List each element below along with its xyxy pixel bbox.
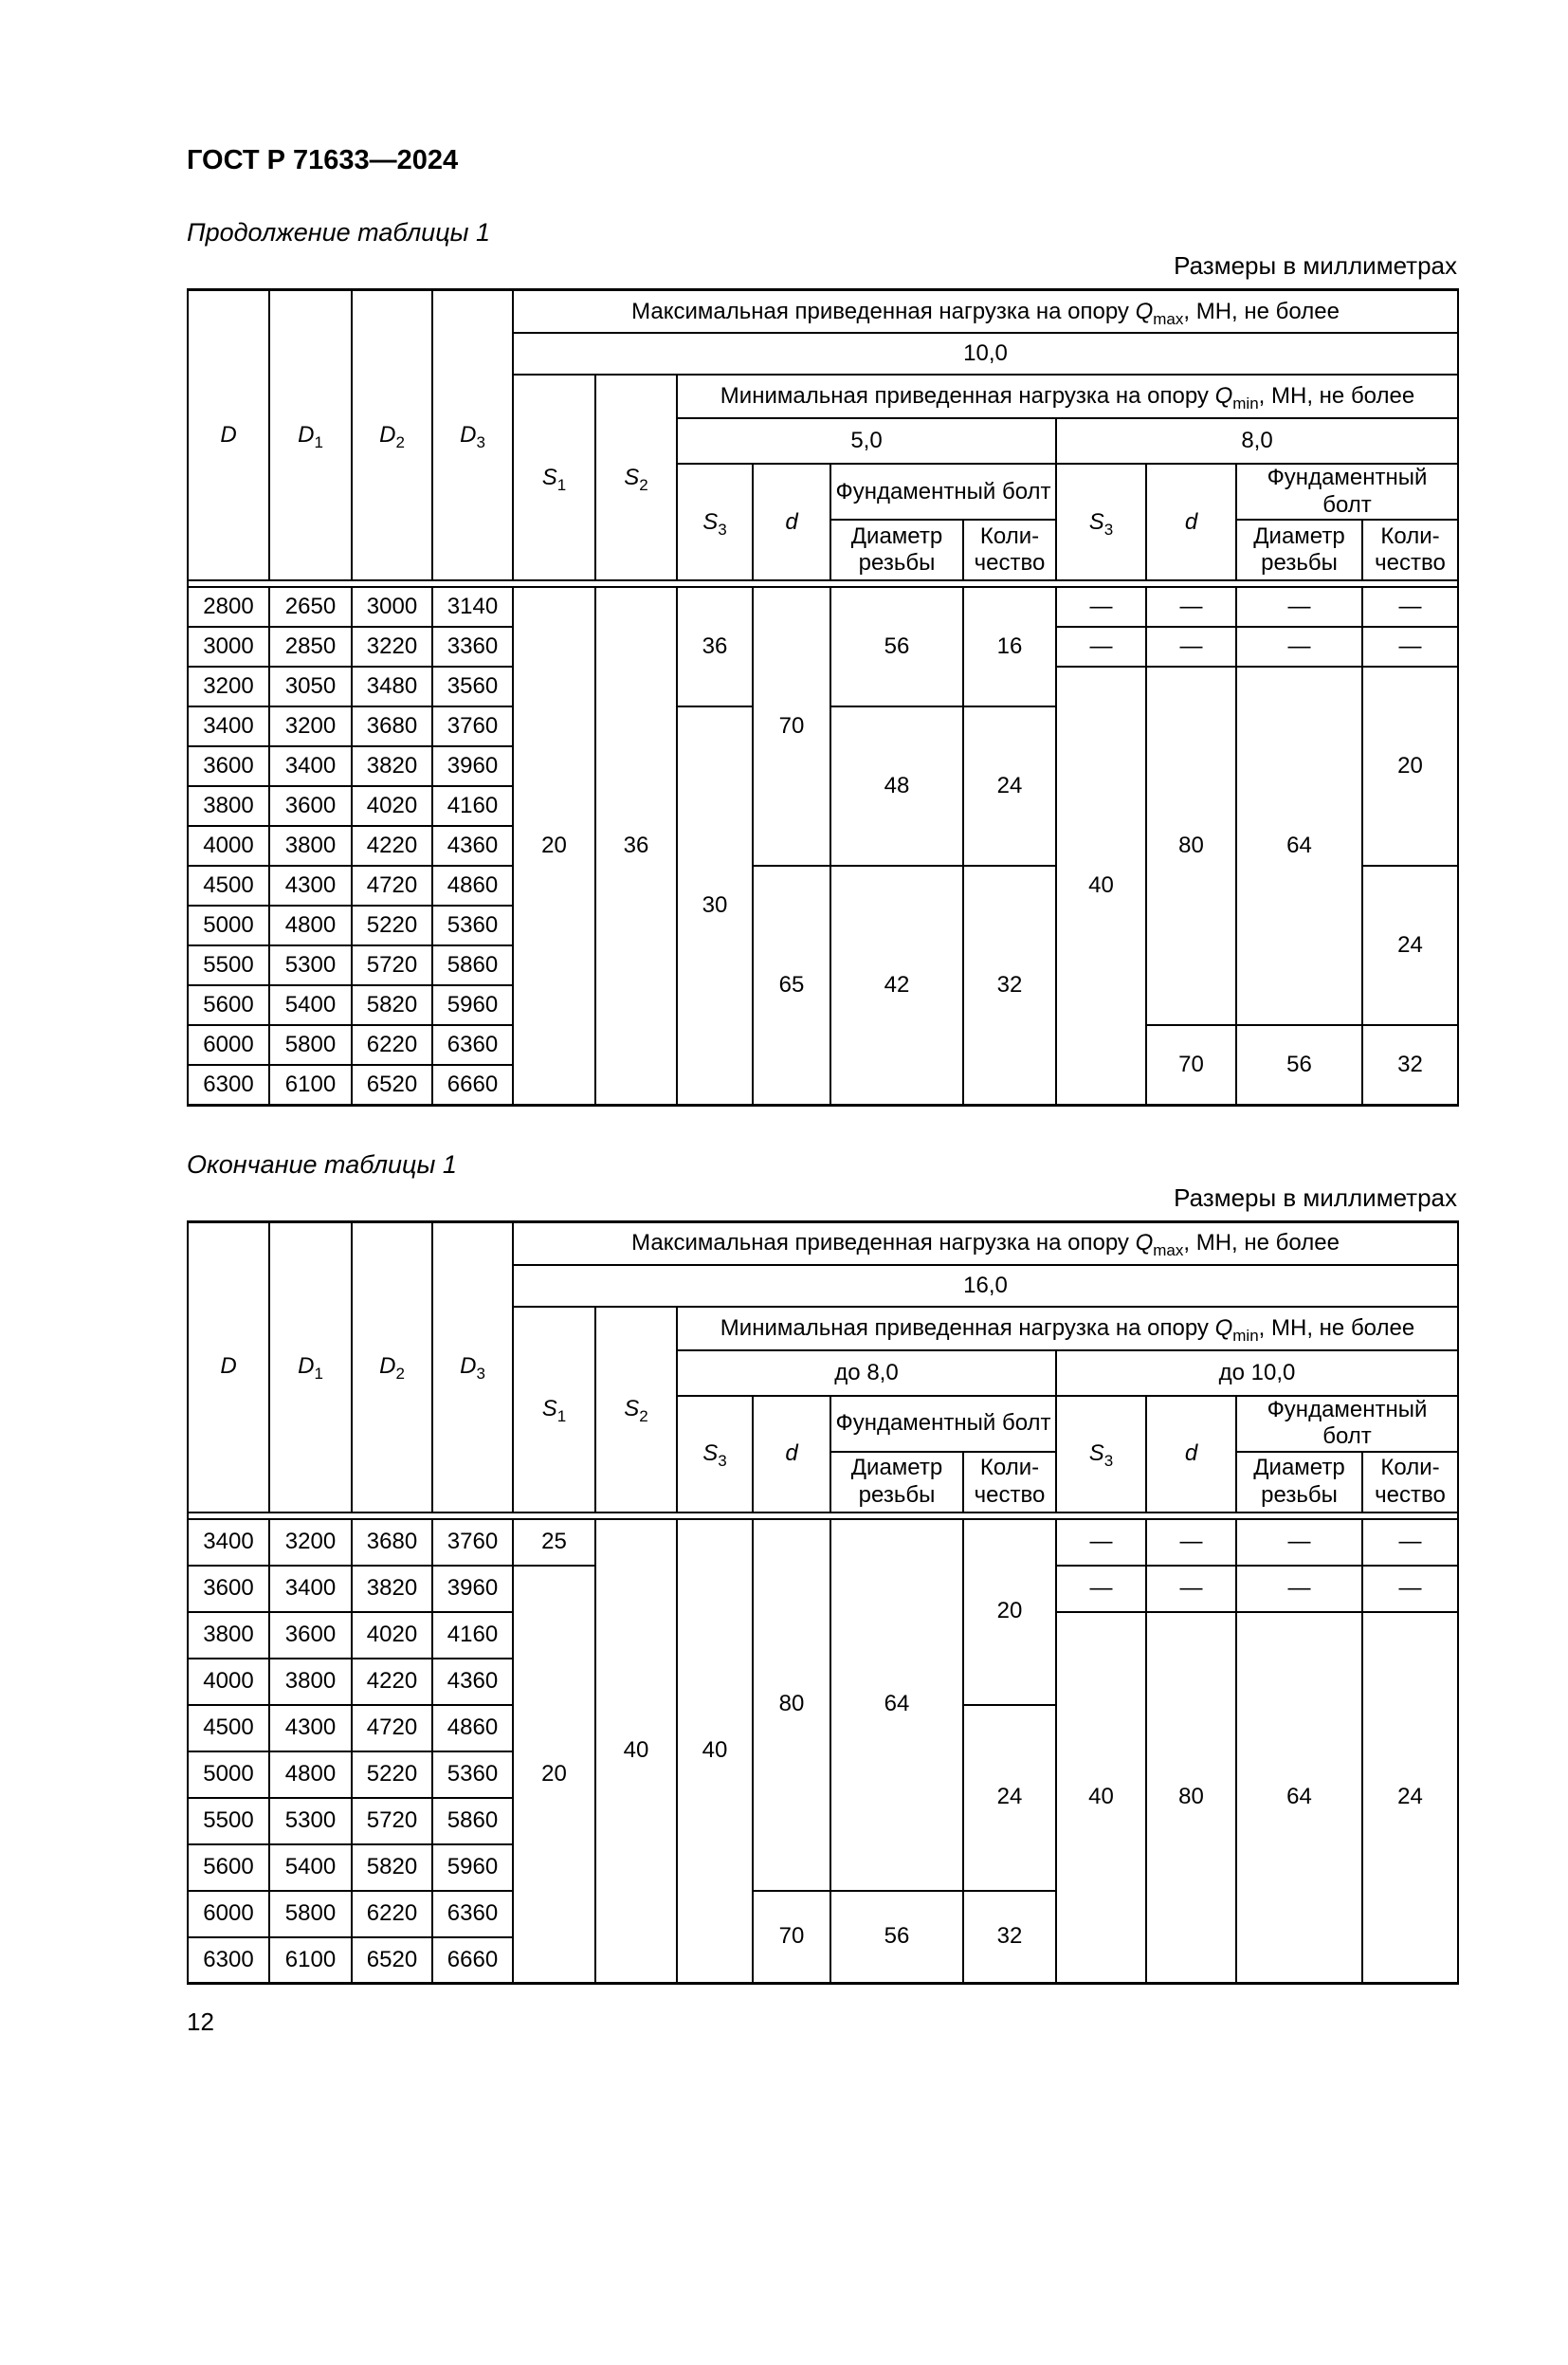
table-cell: 3820 — [352, 746, 432, 786]
header-max-load-value: 10,0 — [513, 333, 1458, 375]
table-cell: 3140 — [432, 587, 513, 627]
table-cell: 4800 — [269, 1751, 352, 1798]
table-cell: 2800 — [188, 587, 269, 627]
table-cell: 3600 — [188, 746, 269, 786]
col-header-D3: $D_3$ — [432, 289, 513, 580]
table-cell: 25 — [513, 1519, 595, 1566]
table-cell: 6360 — [432, 1891, 513, 1937]
table-cell: 3050 — [269, 667, 352, 706]
table-cell: 70 — [753, 1891, 830, 1984]
table-cell: 3200 — [188, 667, 269, 706]
document-page — [0, 145, 1568, 2037]
col-header-d: d — [1146, 1396, 1236, 1512]
table-cell: 6300 — [188, 1937, 269, 1984]
table-cell: 3600 — [269, 1612, 352, 1659]
col-header-D2: $D_2$ — [352, 1221, 432, 1512]
table-cell: 4500 — [188, 866, 269, 906]
dimensions-table-ending — [187, 1220, 1459, 1986]
table-cell: 24 — [963, 1705, 1056, 1891]
table-cell: 5720 — [352, 945, 432, 985]
col-header-bolt-diameter: Диаметр резьбы — [830, 520, 963, 580]
table-cell: 2850 — [269, 627, 352, 667]
col-header-S1: $S_1$ — [513, 375, 595, 580]
table-cell: — — [1362, 1519, 1458, 1566]
table-cell: 6000 — [188, 1025, 269, 1065]
table-cell: 4000 — [188, 826, 269, 866]
header-max-load: Максимальная приведенная нагрузка на опору $Q_{max}$, МН, не более — [513, 289, 1458, 333]
table-cell: 5000 — [188, 906, 269, 945]
table-cell: 20 — [513, 587, 595, 1105]
table-cell: 70 — [1146, 1025, 1236, 1105]
header-min-group-1: до 8,0 — [677, 1350, 1056, 1396]
table-cell: 3760 — [432, 706, 513, 746]
table-cell: 20 — [963, 1519, 1056, 1705]
table-cell: 4720 — [352, 1705, 432, 1751]
table-cell: — — [1056, 1566, 1146, 1612]
table-cell: 4720 — [352, 866, 432, 906]
table-cell: 24 — [1362, 1612, 1458, 1984]
header-row — [188, 1221, 1458, 1265]
table-cell: 3480 — [352, 667, 432, 706]
table-cell: — — [1056, 627, 1146, 667]
table-caption-ending: Окончание таблицы 1 — [187, 1149, 457, 1179]
table-cell: 20 — [1362, 667, 1458, 866]
table-cell: 4220 — [352, 1659, 432, 1705]
table-cell: 5600 — [188, 1844, 269, 1891]
table-cell: 65 — [753, 866, 830, 1105]
table-cell: — — [1236, 587, 1362, 627]
table-cell: 5820 — [352, 985, 432, 1025]
header-min-group-2: 8,0 — [1056, 418, 1458, 464]
table-cell: 4160 — [432, 786, 513, 826]
table-cell: 4800 — [269, 906, 352, 945]
table-cell: 80 — [1146, 1612, 1236, 1984]
table-cell: 40 — [595, 1519, 677, 1984]
table-cell: — — [1362, 627, 1458, 667]
table-cell: 5360 — [432, 906, 513, 945]
table-cell: 5860 — [432, 945, 513, 985]
col-header-S2: $S_2$ — [595, 1307, 677, 1512]
table-cell: 5220 — [352, 1751, 432, 1798]
header-max-load: Максимальная приведенная нагрузка на опору $Q_{max}$, МН, не более — [513, 1221, 1458, 1265]
table-cell: 5300 — [269, 945, 352, 985]
table-cell: 30 — [677, 706, 753, 1105]
dimensions-table-continuation — [187, 288, 1459, 1107]
header-foundation-bolt: Фундаментный болт — [830, 464, 1056, 520]
col-header-d: d — [1146, 464, 1236, 580]
doc-number: ГОСТ Р 71633—2024 — [187, 145, 459, 175]
table-cell: 5800 — [269, 1025, 352, 1065]
table-cell: 24 — [963, 706, 1056, 866]
page-number: 12 — [187, 2008, 214, 2037]
header-min-group-2: до 10,0 — [1056, 1350, 1458, 1396]
table-cell: 4860 — [432, 866, 513, 906]
col-header-D: D — [188, 289, 269, 580]
table-cell: 3600 — [188, 1566, 269, 1612]
table-cell: 5500 — [188, 1798, 269, 1844]
table-body — [188, 1519, 1458, 1984]
table-cell: 5720 — [352, 1798, 432, 1844]
col-header-bolt-diameter: Диаметр резьбы — [1236, 520, 1362, 580]
table-cell: 80 — [1146, 667, 1236, 1025]
table-cell: 3820 — [352, 1566, 432, 1612]
table-cell: 4020 — [352, 786, 432, 826]
col-header-S3: $S_3$ — [1056, 464, 1146, 580]
table-cell: 42 — [830, 866, 963, 1105]
table-cell: 4300 — [269, 866, 352, 906]
table-cell: 80 — [753, 1519, 830, 1891]
table-cell: 3400 — [269, 746, 352, 786]
table-cell: 3600 — [269, 786, 352, 826]
table-continuation-section — [187, 218, 1457, 1107]
col-header-D1: $D_1$ — [269, 1221, 352, 1512]
col-header-S2: $S_2$ — [595, 375, 677, 580]
table-cell: 5360 — [432, 1751, 513, 1798]
table-cell: 56 — [830, 1891, 963, 1984]
col-header-D1: $D_1$ — [269, 289, 352, 580]
table-body — [188, 587, 1458, 1105]
header-foundation-bolt: Фундаментный болт — [1236, 464, 1458, 520]
header-separator — [188, 1512, 1458, 1519]
col-header-D3: $D_3$ — [432, 1221, 513, 1512]
col-header-D: D — [188, 1221, 269, 1512]
col-header-bolt-quantity: Коли- чество — [963, 1452, 1056, 1512]
col-header-D2: $D_2$ — [352, 289, 432, 580]
table-cell: 4860 — [432, 1705, 513, 1751]
table-cell: 16 — [963, 587, 1056, 706]
units-note: Размеры в миллиметрах — [1174, 1182, 1457, 1212]
table-caption-continuation: Продолжение таблицы 1 — [187, 218, 491, 247]
col-header-d: d — [753, 464, 830, 580]
table-cell: 5500 — [188, 945, 269, 985]
table-cell: — — [1236, 1566, 1362, 1612]
table-cell: 3400 — [269, 1566, 352, 1612]
col-header-S3: $S_3$ — [677, 464, 753, 580]
col-header-S3: $S_3$ — [677, 1396, 753, 1512]
table-cell: 4160 — [432, 1612, 513, 1659]
table-cell: 3960 — [432, 1566, 513, 1612]
col-header-d: d — [753, 1396, 830, 1512]
header-min-load: Минимальная приведенная нагрузка на опору $Q_{min}$, МН, не более — [677, 1307, 1458, 1350]
table-cell: 3680 — [352, 706, 432, 746]
table-ending-section — [187, 1150, 1457, 1986]
table-cell: 6220 — [352, 1891, 432, 1937]
table-row — [188, 587, 1458, 627]
table-head — [188, 1221, 1458, 1519]
table-cell: 48 — [830, 706, 963, 866]
table-cell: 4220 — [352, 826, 432, 866]
table-cell: 3200 — [269, 1519, 352, 1566]
header-max-load-value: 16,0 — [513, 1265, 1458, 1307]
header-foundation-bolt: Фундаментный болт — [1236, 1396, 1458, 1452]
table-cell: — — [1362, 587, 1458, 627]
table-cell: 5400 — [269, 985, 352, 1025]
table-cell: 3560 — [432, 667, 513, 706]
table-cell: 5860 — [432, 1798, 513, 1844]
table-cell: — — [1056, 587, 1146, 627]
table-cell: 4020 — [352, 1612, 432, 1659]
table-cell: 3800 — [269, 1659, 352, 1705]
table-cell: — — [1056, 1519, 1146, 1566]
col-header-bolt-quantity: Коли- чество — [963, 520, 1056, 580]
table-cell: — — [1362, 1566, 1458, 1612]
table-cell: 56 — [830, 587, 963, 706]
table-cell: 6000 — [188, 1891, 269, 1937]
table-cell: 4300 — [269, 1705, 352, 1751]
table-cell: — — [1146, 1519, 1236, 1566]
table-cell: 6660 — [432, 1937, 513, 1984]
col-header-S3: $S_3$ — [1056, 1396, 1146, 1512]
table-cell: 3220 — [352, 627, 432, 667]
table-cell: 20 — [513, 1566, 595, 1984]
table-cell: 6520 — [352, 1937, 432, 1984]
table-head — [188, 289, 1458, 587]
table-cell: 70 — [753, 587, 830, 866]
table-cell: 4000 — [188, 1659, 269, 1705]
table-cell: 5600 — [188, 985, 269, 1025]
header-separator-row — [188, 1512, 1458, 1519]
table-cell: 64 — [1236, 1612, 1362, 1984]
table-cell: 3200 — [269, 706, 352, 746]
table-cell: 2650 — [269, 587, 352, 627]
header-min-load: Минимальная приведенная нагрузка на опору $Q_{min}$, МН, не более — [677, 375, 1458, 418]
table-cell: 3400 — [188, 706, 269, 746]
table-cell: 32 — [963, 1891, 1056, 1984]
table-cell: 3800 — [269, 826, 352, 866]
table-cell: 6520 — [352, 1065, 432, 1105]
table-cell: 5220 — [352, 906, 432, 945]
table-cell: 5960 — [432, 1844, 513, 1891]
table-cell: 5000 — [188, 1751, 269, 1798]
table-cell: 5400 — [269, 1844, 352, 1891]
table-cell: 4360 — [432, 1659, 513, 1705]
table-cell: 6660 — [432, 1065, 513, 1105]
table-cell: 3000 — [188, 627, 269, 667]
col-header-S1: $S_1$ — [513, 1307, 595, 1512]
table-cell: 3400 — [188, 1519, 269, 1566]
table-cell: 36 — [595, 587, 677, 1105]
header-foundation-bolt: Фундаментный болт — [830, 1396, 1056, 1452]
table-cell: 64 — [1236, 667, 1362, 1025]
table-cell: 6300 — [188, 1065, 269, 1105]
table-cell: 40 — [1056, 1612, 1146, 1984]
table-row — [188, 1519, 1458, 1566]
table-cell: — — [1146, 1566, 1236, 1612]
header-row — [188, 289, 1458, 333]
table-cell: — — [1236, 1519, 1362, 1566]
table-cell: — — [1146, 587, 1236, 627]
table-cell: 3760 — [432, 1519, 513, 1566]
table-cell: 6100 — [269, 1065, 352, 1105]
table-cell: 40 — [1056, 667, 1146, 1105]
header-separator-row — [188, 580, 1458, 587]
header-separator — [188, 580, 1458, 587]
table-cell: 5960 — [432, 985, 513, 1025]
col-header-bolt-diameter: Диаметр резьбы — [1236, 1452, 1362, 1512]
table-cell: — — [1236, 627, 1362, 667]
table-cell: 4500 — [188, 1705, 269, 1751]
table-cell: 5300 — [269, 1798, 352, 1844]
table-cell: 64 — [830, 1519, 963, 1891]
table-cell: 5820 — [352, 1844, 432, 1891]
table-cell: 3680 — [352, 1519, 432, 1566]
table-cell: 3800 — [188, 786, 269, 826]
table-cell: 6100 — [269, 1937, 352, 1984]
table-cell: 36 — [677, 587, 753, 706]
table-cell: 3960 — [432, 746, 513, 786]
col-header-bolt-quantity: Коли- чество — [1362, 520, 1458, 580]
units-note: Размеры в миллиметрах — [1174, 251, 1457, 281]
table-cell: 24 — [1362, 866, 1458, 1025]
col-header-bolt-quantity: Коли- чество — [1362, 1452, 1458, 1512]
table-cell: 3800 — [188, 1612, 269, 1659]
table-cell: 3000 — [352, 587, 432, 627]
header-min-group-1: 5,0 — [677, 418, 1056, 464]
table-cell: 40 — [677, 1519, 753, 1984]
table-cell: 6220 — [352, 1025, 432, 1065]
table-cell: 56 — [1236, 1025, 1362, 1105]
table-cell: 6360 — [432, 1025, 513, 1065]
table-cell: 3360 — [432, 627, 513, 667]
col-header-bolt-diameter: Диаметр резьбы — [830, 1452, 963, 1512]
table-cell: 4360 — [432, 826, 513, 866]
table-cell: 5800 — [269, 1891, 352, 1937]
table-cell: 32 — [963, 866, 1056, 1105]
table-cell: — — [1146, 627, 1236, 667]
table-cell: 32 — [1362, 1025, 1458, 1105]
